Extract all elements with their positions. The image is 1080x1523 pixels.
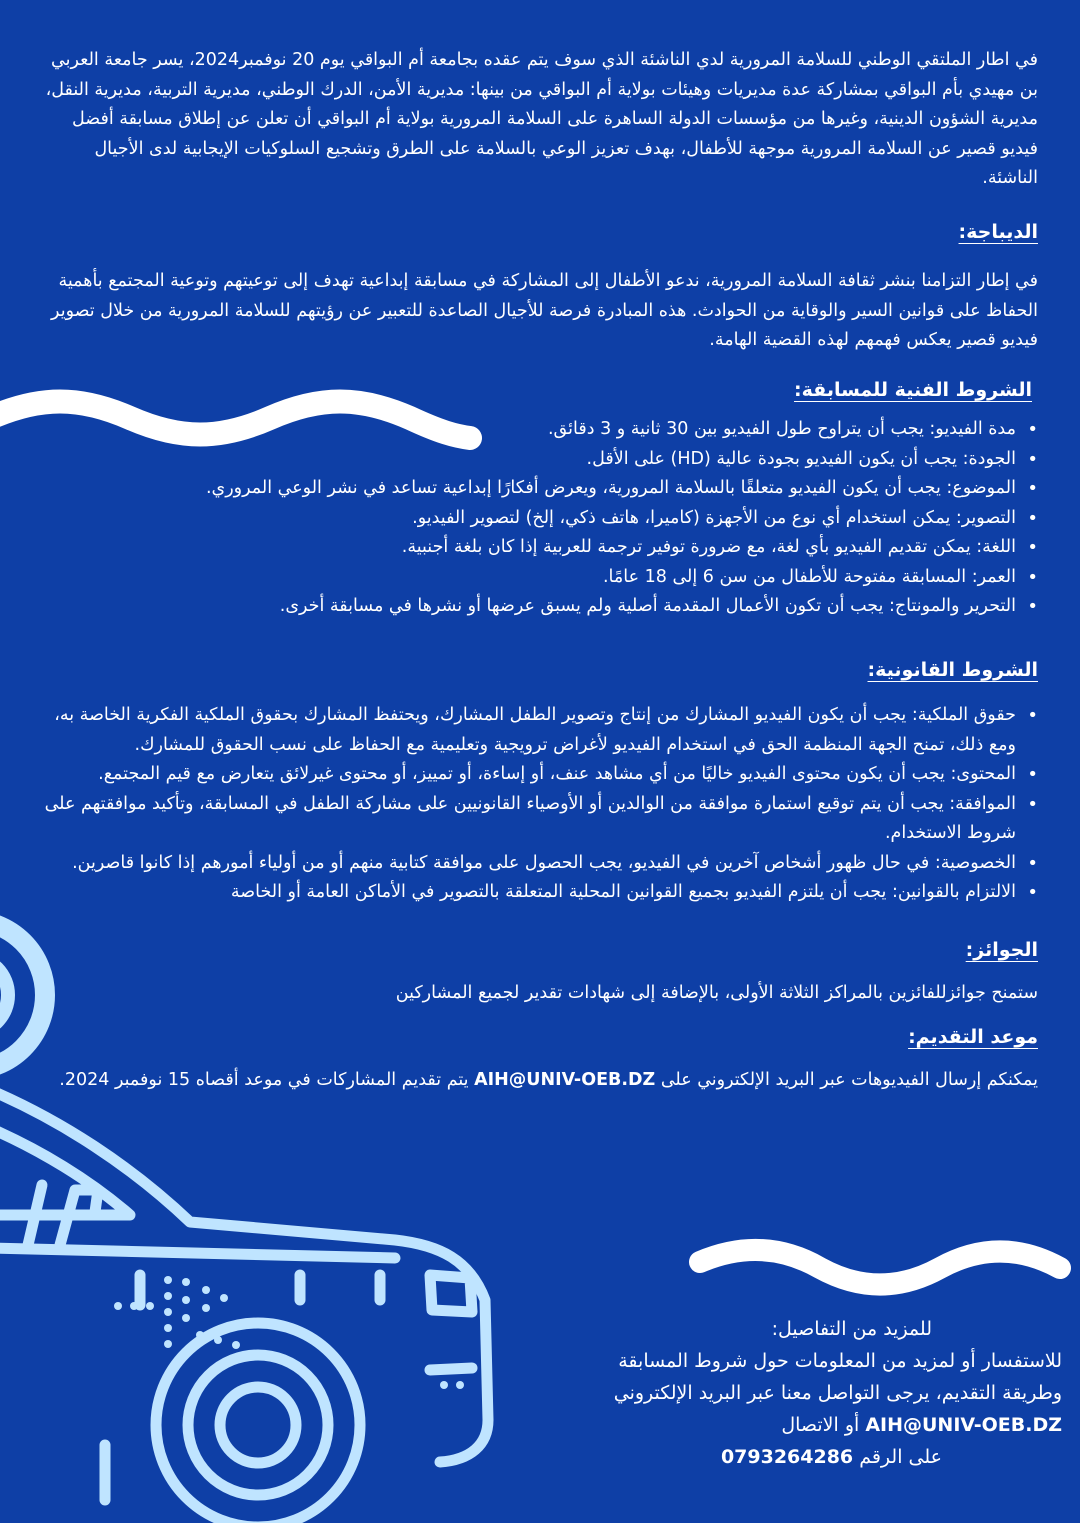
phone-label: على الرقم bbox=[859, 1446, 942, 1468]
list-item: • الموضوع: يجب أن يكون الفيديو متعلقًا بالسلامة المرورية، ويعرض أفكارًا إبداعية تساعد في نشر الوعي المروري. bbox=[40, 474, 1016, 504]
prizes-text: ستمنح جوائزللفائزين بالمراكز الثلاثة الأولى، بالإضافة إلى شهادات تقدير لجميع المشاركين bbox=[395, 983, 1038, 1003]
deadline-text-part2: يتم تقديم المشاركات في موعد أقصاه 15 نوفمبر 2024. bbox=[59, 1070, 469, 1090]
intro-paragraph: في اطار الملتقي الوطني للسلامة المرورية لدي الناشئة الذي سوف يتم عقده بجامعة أم البواقي يوم 20 نوفمبر2024، يسر جامعة العربي بن مهيدي بأم البواقي بمشاركة عدة مديريات وهيئات بولاية أم البواقي من بينها: مديرية الأمن، الدرك الوطني، مديرية التربية، مديرية النقل، مديرية الشؤون الدينية، وغيرها من مؤسسات الدولة الساهرة على السلامة المرورية بولاية أم البواقي أن تعلن عن إطلاق مسابقة أفضل فيديو قصير عن السلامة المرورية موجهة للأطفال، بهدف تعزيز الوعي بالسلامة على الطرق وتشجيع السلوكيات الإيجابية لدى الأجيال الناشئة. bbox=[45, 50, 1038, 188]
main-content bbox=[40, 46, 1038, 1096]
legal-conditions-heading: الشروط القانونية: bbox=[867, 658, 1038, 681]
contact-block bbox=[580, 1313, 1062, 1473]
prizes-heading: الجوائز: bbox=[965, 938, 1038, 961]
contact-text bbox=[580, 1345, 1062, 1441]
contact-phone-link[interactable]: 0793264286 bbox=[720, 1446, 854, 1468]
list-item: • الجودة: يجب أن يكون الفيديو بجودة عالية (HD) على الأقل. bbox=[40, 445, 1016, 475]
list-item: • الخصوصية: في حال ظهور أشخاص آخرين في الفيديو، يجب الحصول على موافقة كتابية منهم أو من أولياء أمورهم إذا كانوا قاصرين. bbox=[40, 849, 1016, 879]
deadline-text-part1: يمكنكم إرسال الفيديوهات عبر البريد الإلكتروني على bbox=[660, 1070, 1038, 1090]
list-item: • العمر: المسابقة مفتوحة للأطفال من سن 6 إلى 18 عامًا. bbox=[40, 563, 1016, 593]
contact-text-part1: للاستفسار أو لمزيد من المعلومات حول شروط المسابقة وطريقة التقديم، يرجى التواصل معنا عبر البريد الإلكتروني bbox=[613, 1350, 1062, 1404]
list-item: • التصوير: يمكن استخدام أي نوع من الأجهزة (كاميرا، هاتف ذكي، إلخ) لتصوير الفيديو. bbox=[40, 504, 1016, 534]
contact-phone-line bbox=[580, 1441, 942, 1473]
contact-heading: للمزيد من التفاصيل: bbox=[771, 1318, 932, 1340]
car-icon bbox=[0, 1090, 488, 1523]
technical-conditions-heading: الشروط الفنية للمسابقة: bbox=[794, 378, 1032, 401]
preamble-paragraph: في إطار التزامنا بنشر ثقافة السلامة المرورية، ندعو الأطفال إلى المشاركة في مسابقة إبداعية تهدف إلى توعيتهم وتوعية المجتمع بأهمية الحفاظ على قوانين السير والوقاية من الحوادث. هذه المبادرة فرصة للأجيال الصاعدة للتعبير عن رؤيتهم للسلامة المرورية من خلال تصوير فيديو قصير يعكس فهمهم لهذه القضية الهامة. bbox=[51, 271, 1038, 350]
contact-email-link[interactable]: AIH@UNIV-OEB.DZ bbox=[865, 1414, 1062, 1436]
list-item: • الالتزام بالقوانين: يجب أن يلتزم الفيديو بجميع القوانين المحلية المتعلقة بالتصوير في الأماكن العامة أو الخاصة bbox=[40, 878, 1016, 908]
list-item: • المحتوى: يجب أن يكون محتوى الفيديو خاليًا من أي مشاهد عنف، أو إساءة، أو تمييز، أو محتوى غيرلائق يتعارض مع قيم المجتمع. bbox=[40, 760, 1016, 790]
deadline-text bbox=[40, 1066, 1038, 1096]
submission-email-link[interactable]: AIH@UNIV-OEB.DZ bbox=[474, 1070, 656, 1090]
list-item: • الموافقة: يجب أن يتم توقيع استمارة موافقة من الوالدين أو الأوصياء القانونيين على مشاركة الطفل في المسابقة، وتأكيد موافقتهم على شروط الاستخدام. bbox=[40, 790, 1016, 849]
steering-wheel-icon bbox=[0, 920, 45, 1070]
wave-bottom-right bbox=[700, 1250, 1060, 1285]
preamble-heading: الديباجة: bbox=[958, 220, 1038, 243]
list-item: • اللغة: يمكن تقديم الفيديو بأي لغة، مع ضرورة توفير ترجمة للعربية إذا كان بلغة أجنبية. bbox=[40, 533, 1016, 563]
deadline-heading: موعد التقديم: bbox=[908, 1025, 1038, 1048]
list-item: • التحرير والمونتاج: يجب أن تكون الأعمال المقدمة أصلية ولم يسبق عرضها أو نشرها في مسابقة أخرى. bbox=[40, 592, 1016, 622]
car-dots bbox=[114, 1276, 464, 1389]
list-item: • حقوق الملكية: يجب أن يكون الفيديو المشارك من إنتاج وتصوير الطفل المشارك، ويحتفظ المشارك بحقوق الملكية الفكرية الخاصة به، ومع ذلك، تمنح الجهة المنظمة الحق في استخدام الفيديو لأغراض ترويجية وتعليمية مع الحفاظ على نسب الحقوق للمشارك. bbox=[40, 701, 1016, 760]
list-item: • مدة الفيديو: يجب أن يتراوح طول الفيديو بين 30 ثانية و 3 دقائق. bbox=[40, 415, 1016, 445]
contact-text-part2: أو الاتصال bbox=[781, 1414, 860, 1436]
technical-conditions-list bbox=[40, 415, 1038, 622]
legal-conditions-list bbox=[40, 701, 1038, 908]
